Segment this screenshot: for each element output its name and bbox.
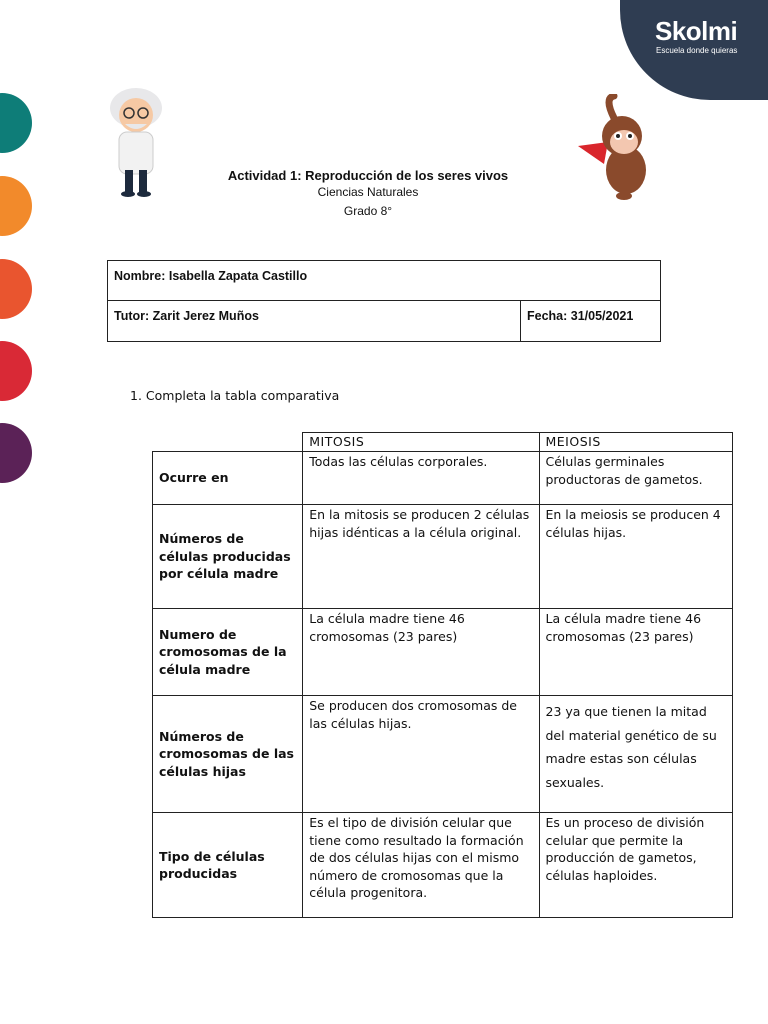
grade-label: Grado 8°	[343, 204, 393, 218]
instruction-text: 1. Completa la tabla comparativa	[130, 388, 340, 403]
student-name: Nombre: Isabella Zapata Castillo	[114, 269, 308, 283]
table-row	[153, 609, 733, 696]
decor-dot-purple	[0, 423, 32, 483]
row-label: Números de cromosomas de las células hijas	[153, 696, 303, 813]
logo-name: Skolmi	[655, 16, 738, 46]
activity-title: Actividad 1: Reproducción de los seres vivos	[227, 168, 509, 183]
meiosis-cell: En la meiosis se producen 4 células hijas.	[539, 505, 733, 609]
date-cell	[521, 301, 639, 341]
table-corner	[153, 433, 303, 452]
tutor-date-row	[107, 300, 661, 342]
table-row	[153, 452, 733, 505]
mitosis-cell: En la mitosis se producen 2 células hijas idénticas a la célula original.	[303, 505, 539, 609]
meiosis-cell: Es un proceso de división celular que permite la producción de gametos, células haploides.	[539, 813, 733, 918]
decor-dot-red	[0, 341, 32, 401]
subject-label: Ciencias Naturales	[317, 185, 419, 199]
decor-dot-teal	[0, 93, 32, 153]
decor-dot-red-orange	[0, 259, 32, 319]
tutor-name: Tutor: Zarit Jerez Muños	[114, 309, 259, 323]
date-value: Fecha: 31/05/2021	[527, 309, 634, 323]
table-row	[153, 813, 733, 918]
mitosis-cell: La célula madre tiene 46 cromosomas (23 pares)	[303, 609, 539, 696]
logo-tagline: Escuela donde quieras	[656, 46, 738, 55]
meiosis-cell: 23 ya que tienen la mitad del material genético de su madre estas son células sexuales.	[539, 696, 733, 813]
row-label: Numero de cromosomas de la célula madre	[153, 609, 303, 696]
comparison-table	[152, 432, 733, 918]
row-label: Ocurre en	[153, 452, 303, 505]
column-header-mitosis: MITOSIS	[303, 433, 539, 452]
row-label: Números de células producidas por célula madre	[153, 505, 303, 609]
mitosis-cell: Se producen dos cromosomas de las células hijas.	[303, 696, 539, 813]
table-row	[153, 505, 733, 609]
mitosis-cell: Todas las células corporales.	[303, 452, 539, 505]
row-label: Tipo de células producidas	[153, 813, 303, 918]
tutor-cell	[108, 301, 521, 341]
meiosis-cell: Células germinales productoras de gametos.	[539, 452, 733, 505]
column-header-meiosis: MEIOSIS	[539, 433, 733, 452]
student-name-row	[107, 260, 661, 301]
meiosis-cell: La célula madre tiene 46 cromosomas (23 pares)	[539, 609, 733, 696]
table-row	[153, 696, 733, 813]
table-header-row	[153, 433, 733, 452]
mitosis-cell: Es el tipo de división celular que tiene como resultado la formación de dos células hijas con el mismo número de cromosomas que la célula progenitora.	[303, 813, 539, 918]
